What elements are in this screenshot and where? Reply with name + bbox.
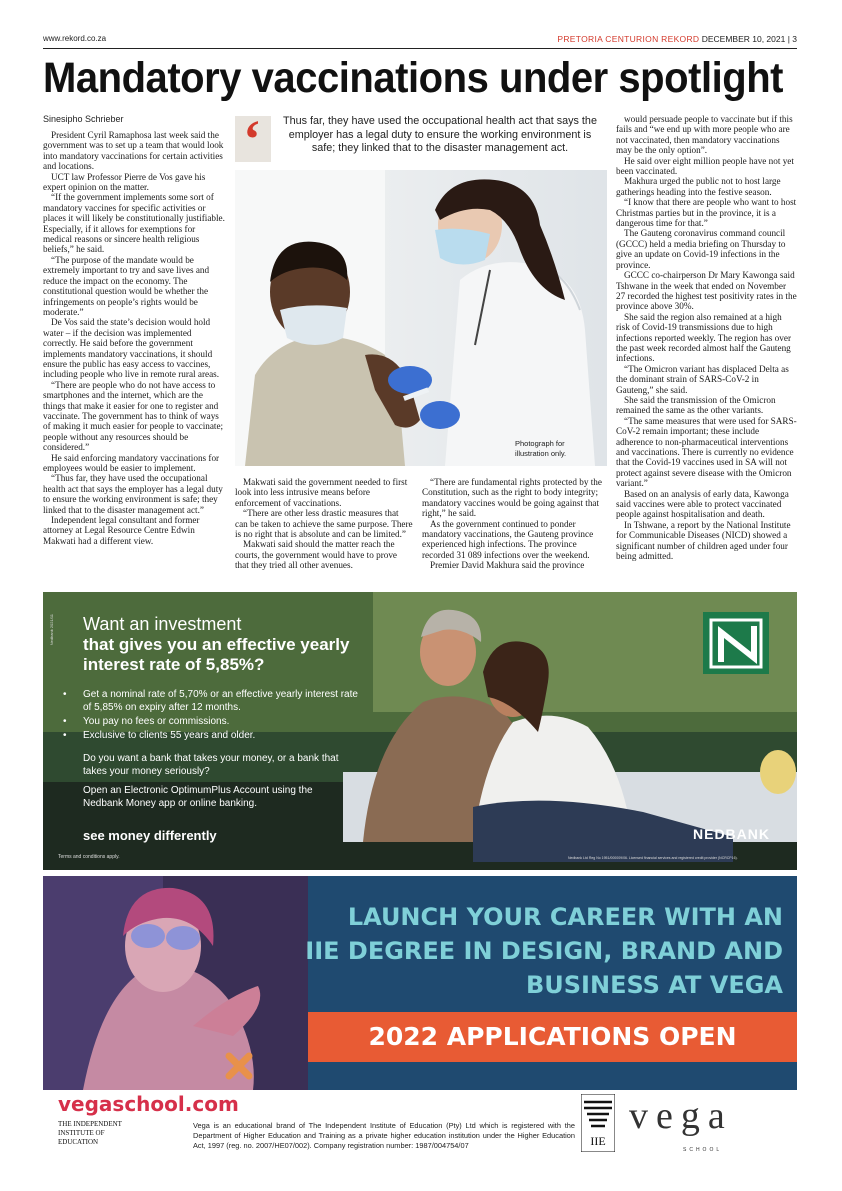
nedbank-advert[interactable] [43,592,797,870]
photo-caption: Photograph for illustration only. [515,439,567,458]
article-paragraph: GCCC co-chairperson Dr Mary Kawonga said Tshwane in the week that ended on November 27 recorded the highest test positivity rates in the province above 30%. [616,270,797,312]
article-paragraph: He said over eight million people have not yet been vaccinated. [616,155,794,177]
nedbank-side-text: Nedbank 2021/11 [49,614,54,646]
article-paragraph: The Gauteng coronavirus command council (GCCC) held a media briefing on Thursday to give an update on Covid-19 infections in the province. [616,228,786,270]
vega-ad-photo [43,876,308,1090]
article-paragraph: “If the government implements some sort of mandatory vaccines for specific activities or places it will likely be constitutionally justifiable. Especially, if it allows for exemptions for medical reasons or sincere health religious beliefs,” he said. [43,192,225,255]
article-paragraph: “The purpose of the mandate would be extremely important to try and save lives and reduce the impact on the economy. The constitutional question would be whether the infringements on people’s rights would be moderate.” [43,254,210,317]
iie-line: INSTITUTE OF [58,1129,105,1137]
article-paragraph: “There are other less drastic measures that can be taken to achieve the same purpose. There is no right that is absolute and can be limited.” [235,508,413,540]
nedbank-open-account: Open an Electronic OptimumPlus Account using the Nedbank Money app or online banking. [83,785,313,809]
article-column-4 [616,114,797,561]
vega-headline [283,900,783,1002]
vega-legal-text: Vega is an educational brand of The Independent Institute of Education (Pty) Ltd which is registered with the Department of Higher Education and Training as a private higher education institution under the Higher Education Act, 1997 (reg. no. 2007/HE07/002). Company registration number: 1987/004754/07 [193,1121,575,1150]
article-paragraph: He said enforcing mandatory vaccinations for employees would be easier to implement. [43,452,220,473]
vega-logo: vega [629,1095,733,1137]
article-paragraph: She said the region also remained at a high risk of Covid-19 transmissions due to high infections reported weekly. The region has over the past week recorded almost half the Gauteng infections. [616,311,792,364]
vega-headline-line: LAUNCH YOUR CAREER WITH AN [347,903,783,931]
article-paragraph: De Vos said the state’s decision would hold water – if the decision was implemented correctly. He said before the government implements mandatory vaccinations, it should ensure the public has easy access to vaccines, including people who live in remote rural areas. [43,317,220,380]
nedbank-terms: Terms and conditions apply. [58,854,120,860]
nedbank-bullet: • Exclusive to clients 55 years and older. [63,729,363,742]
article-paragraph: Makhura urged the public not to host large gatherings heading into the festive season. [616,176,781,197]
vega-url-link[interactable]: vegaschool.com [58,1092,239,1116]
article-paragraph: She said the transmission of the Omicron remained the same as the other variants. [616,394,776,416]
headline: Mandatory vaccinations under spotlight [43,54,784,102]
iie-wordmark [58,1120,122,1147]
article-paragraph: President Cyril Ramaphosa last week said the government was to set up a team that would look into mandatory vaccinations for certain activities and locations. [43,130,224,172]
nedbank-question: Do you want a bank that takes your money, or a bank that takes your money seriously? [83,753,339,777]
article-column-1 [43,130,226,546]
paper-name: PRETORIA CENTURION REKORD [557,34,700,44]
iie-line: THE INDEPENDENT [58,1120,122,1128]
site-url: www.rekord.co.za [43,34,107,43]
article-paragraph: In Tshwane, a report by the National Institute for Communicable Diseases (NICD) showed a significant number of children aged under four being admitted. [616,519,791,562]
vega-footer [43,1090,797,1156]
article-paragraph: “Thus far, they have used the occupational health act that says the employer has a legal duty to ensure the working environment is safe; they linked that to the disaster management act.” [43,473,223,515]
article-paragraph: Independent legal consultant and former attorney at Legal Resource Centre Edwin Makwati had a different view. [43,515,200,546]
article-paragraph: “I know that there are people who want to host Christmas parties but in the province, it is a dangerous time for that.” [616,197,797,229]
iie-mark-text: IIE [590,1134,606,1148]
vega-headline-line: BUSINESS AT VEGA [525,971,783,999]
nedbank-title-line2: that gives you an effective yearly interest rate of 5,85%? [83,635,350,674]
article-paragraph: “There are fundamental rights protected by the Constitution, such as the right to body integrity; mandatory vaccines would be going against that right,” he said. [422,477,602,519]
masthead [557,34,797,44]
article-paragraph: “The Omicron variant has displaced Delta as the dominant strain of SARS-CoV-2 in Gauteng,” she said. [616,363,789,395]
article-photo [235,170,607,466]
article-column-3 [422,477,607,571]
vega-advert[interactable] [43,876,797,1156]
article-paragraph: UCT law Professor Pierre de Vos gave his expert opinion on the matter. [43,171,206,193]
pull-quote: Thus far, they have used the occupational health act that says the employer has a legal duty to ensure the working environment is safe; they linked that to the disaster management act. [283,115,597,155]
vega-headline-line: IIE DEGREE IN DESIGN, BRAND AND [305,937,783,965]
nedbank-brand: NEDBANK [693,826,770,842]
nedbank-tagline: see money differently [83,828,217,843]
header-rule [43,48,797,49]
iie-line: EDUCATION [58,1138,99,1146]
nedbank-title-line1: Want an investment [83,614,242,634]
vega-applications-open: 2022 APPLICATIONS OPEN [368,1022,737,1051]
article-paragraph: “The same measures that were used for SARS-CoV-2 remain important; these include adherence to non-pharmaceutical interventions and vaccinations. There is currently no evidence that the Covid-19 vaccines used in SA will not protect against severe disease with the Omicron variant.” [616,415,797,489]
article-column-2 [235,477,413,571]
date-page: DECEMBER 10, 2021 | 3 [699,34,797,44]
article-paragraph: Makwati said should the matter reach the courts, the government would have to prove that they tried all other avenues. [235,539,398,571]
nedbank-bullets [63,688,363,743]
article-paragraph: Based on an analysis of early data, Kawonga said vaccines were able to protect vaccinated people against hospitalisation and death. [616,488,789,520]
vaccination-photo-illustration [235,170,607,466]
vega-school-label: SCHOOL [683,1147,723,1153]
article-paragraph: Premier David Makhura said the province [430,560,585,571]
article-paragraph: Makwati said the government needed to first look into less intrusive means before enforcement of vaccinations. [235,477,408,508]
byline: Sinesipho Schrieber [43,114,124,124]
article-paragraph: “There are people who do not have access to smartphones and the internet, which are the things that make it easier for one to register and vaccinate. The government has to think of ways of making it much easier for people to vaccinate; people without any resources should be considered.” [43,379,224,453]
article-paragraph: would persuade people to vaccinate but if this fails and “we end up with more people who are not vaccinated, then mandatory vaccinations may be the only option”. [616,114,793,156]
nedbank-bullet: • You pay no fees or commissions. [63,715,363,728]
nedbank-bullet: • Get a nominal rate of 5,70% or an effective yearly interest rate of 5,85% on expiry after 12 months. [63,688,363,714]
nedbank-fine-print: Nedbank Ltd Reg No 1951/000009/06. Licensed financial services and registered credit provider (NCRCP16). [568,856,738,860]
article-paragraph: As the government continued to ponder mandatory vaccinations, the Gauteng province experienced high infections. The province recorded 31 089 infections over the weekend. [422,518,594,560]
quote-mark-icon: ‘ [235,116,271,162]
